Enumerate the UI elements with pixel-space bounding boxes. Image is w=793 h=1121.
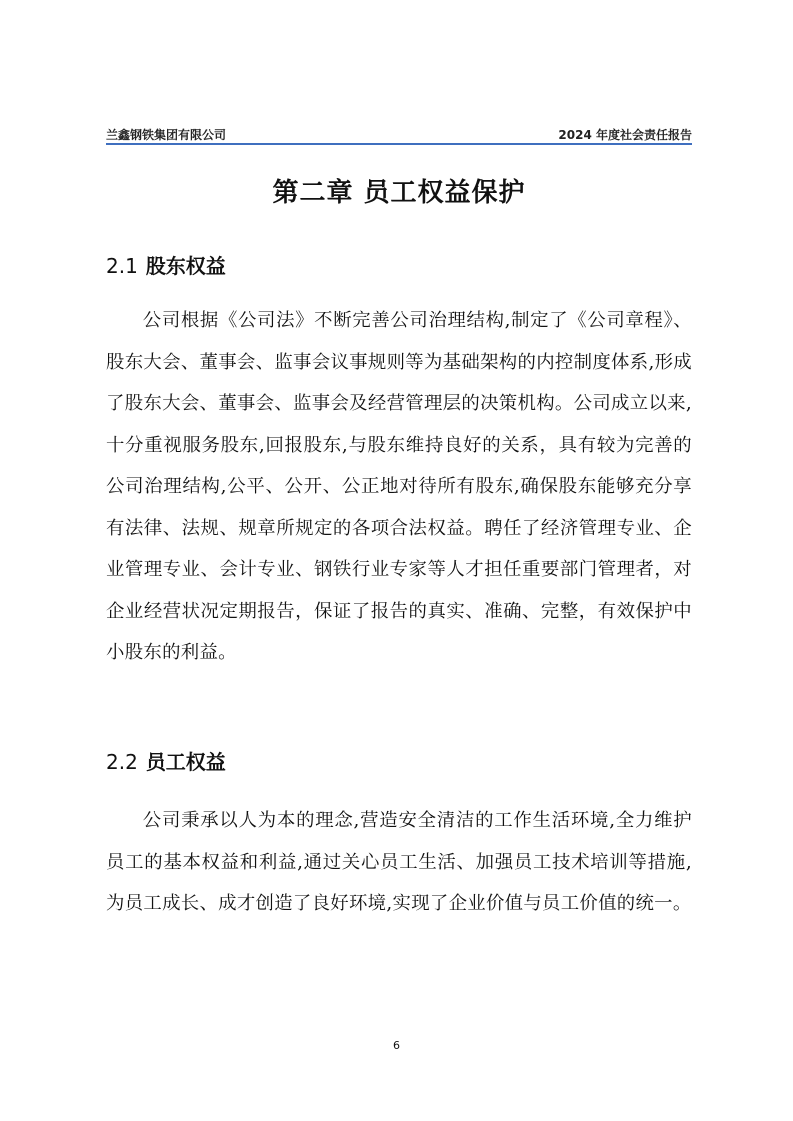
section-heading-2-1: [106, 250, 692, 279]
header-divider: [106, 143, 692, 145]
page-header: [106, 126, 692, 144]
section-title: 股东权益: [145, 254, 226, 278]
header-report-title: 2024 年度社会责任报告: [558, 128, 692, 142]
section-number: 2.1: [106, 254, 138, 278]
page-number: 6: [393, 1039, 400, 1052]
section-heading-2-2: [106, 746, 692, 775]
section-paragraph-2-1: 公司根据《公司法》不断完善公司治理结构,制定了《公司章程》、股东大会、董事会、监事会议事规则等为基础架构的内控制度体系,形成了股东大会、董事会、监事会及经营管理层的决策机构。公司成立以来,十分重视服务股东,回报股东,与股东维持良好的关系，具有较为完善的公司治理结构,公平、公开、公正地对待所有股东,确保股东能够充分享有法律、法规、规章所规定的各项合法权益。聘任了经济管理专业、企业管理专业、会计专业、钢铁行业专家等人才担任重要部门管理者，对企业经营状况定期报告，保证了报告的真实、准确、完整，有效保护中小股东的利益。: [106, 310, 692, 663]
section-paragraph-2-2: 公司秉承以人为本的理念,营造安全清洁的工作生活环境,全力维护员工的基本权益和利益,通过关心员工生活、加强员工技术培训等措施,为员工成长、成才创造了良好环境,实现了企业价值与员工价值的统一。: [106, 810, 692, 914]
chapter-title: 第二章 员工权益保护: [272, 178, 526, 208]
section-number: 2.2: [106, 750, 138, 774]
section-title: 员工权益: [145, 750, 226, 774]
header-company-name: 兰鑫钢铁集团有限公司: [106, 128, 227, 142]
